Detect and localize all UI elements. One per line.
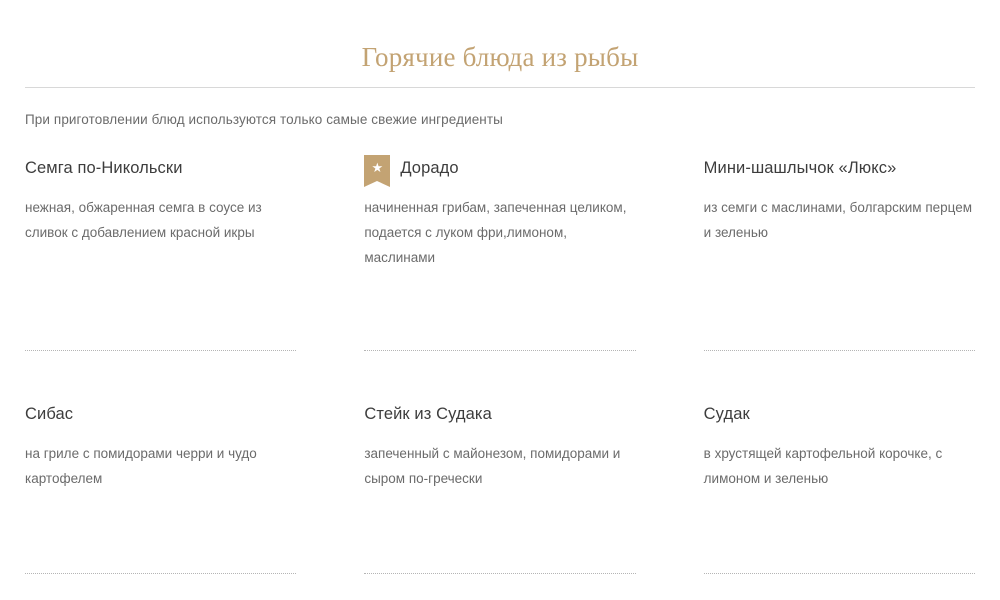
dish-description: в хрустящей картофельной корочке, с лимоном и зеленью: [703, 446, 943, 486]
dish-name: Семга по-Никольски: [25, 158, 183, 177]
dish-grid-row-1: [25, 155, 975, 373]
dish-header: [704, 401, 975, 427]
page-title: Горячие блюда из рыбы: [361, 42, 639, 72]
dish-header: [364, 401, 635, 427]
dotted-separator: [25, 573, 296, 574]
dish-description: из семги с маслинами, болгарским перцем и зеленью: [703, 200, 973, 240]
dish-header: [25, 401, 296, 427]
dish-card: [704, 401, 975, 596]
dish-description: запеченный с майонезом, помидорами и сыром по-гречески: [364, 446, 621, 486]
star-glyph: ★: [371, 160, 384, 175]
dish-card: [25, 155, 296, 373]
dish-header: [25, 155, 296, 181]
dish-name: Дорадо: [400, 158, 459, 177]
dotted-separator: [25, 350, 296, 351]
dish-header: [704, 155, 975, 181]
dotted-separator: [704, 573, 975, 574]
dish-name: Судак: [703, 404, 750, 423]
dish-name: Стейк из Судака: [364, 404, 492, 423]
dish-card: [704, 155, 975, 373]
dish-card: [364, 401, 635, 596]
dish-grid-row-2: [25, 401, 975, 596]
dish-description: на гриле с помидорами черри и чудо картофелем: [25, 446, 257, 486]
star-badge-icon: [364, 155, 390, 181]
page-subtitle: При приготовлении блюд используются только самые свежие ингредиенты: [25, 112, 503, 127]
dish-description: нежная, обжаренная семга в соусе из сливок с добавлением красной икры: [25, 200, 262, 240]
dotted-separator: [364, 573, 635, 574]
dish-card: [364, 155, 635, 373]
dish-name: Сибас: [25, 404, 74, 423]
dotted-separator: [364, 350, 635, 351]
dish-description: начиненная грибам, запеченная целиком, подается с луком фри,лимоном, маслинами: [364, 200, 627, 265]
dish-card: [25, 401, 296, 596]
dish-name: Мини-шашлычок «Люкс»: [703, 158, 897, 177]
title-divider: [25, 87, 975, 88]
dotted-separator: [704, 350, 975, 351]
dish-header: [364, 155, 635, 181]
